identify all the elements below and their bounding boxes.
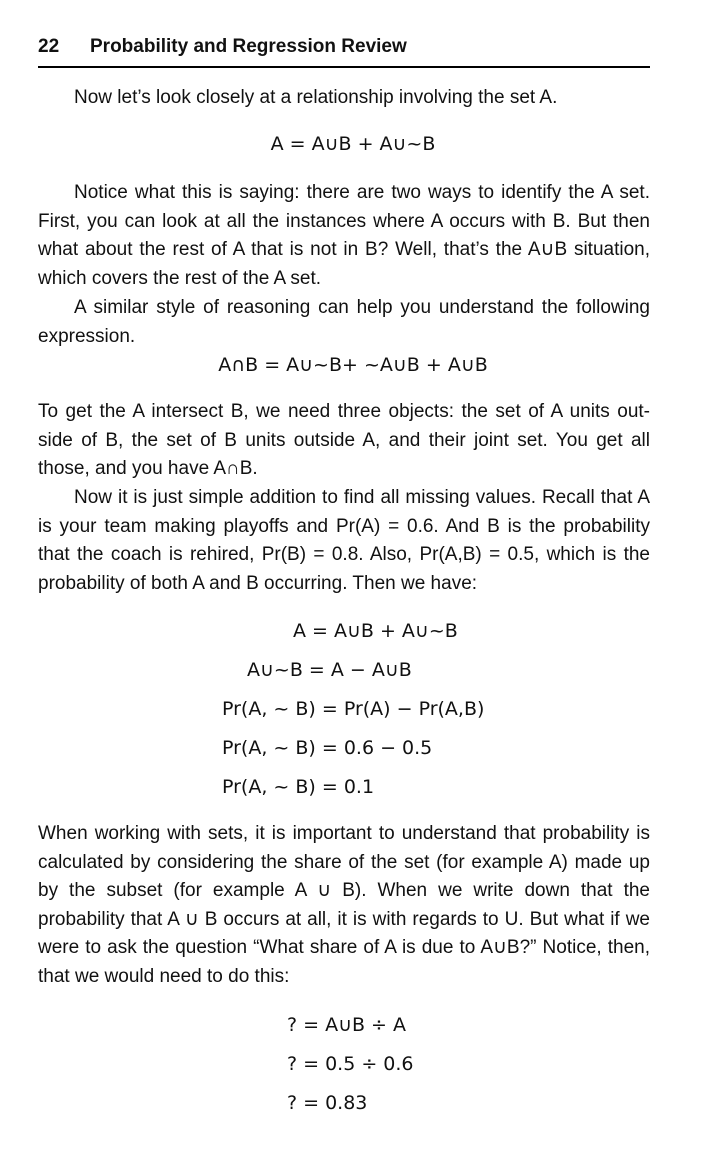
equation-step-2: A∪~B = A − A∪B <box>247 659 412 681</box>
equation-step-4: Pr(A, ~ B) = 0.6 − 0.5 <box>222 737 433 759</box>
equation-share-1: ? = A∪B ÷ A <box>287 1014 407 1036</box>
running-title: Probability and Regression Review <box>90 36 407 57</box>
equation-intersection: A∩B = A∪~B+ ~A∪B + A∪B <box>218 354 488 376</box>
equation-step-1: A = A∪B + A∪~B <box>293 620 458 642</box>
equation-share-2: ? = 0.5 ÷ 0.6 <box>287 1053 414 1075</box>
paragraph-notice: Notice what this is saying: there are two ways to identify the A set. First, you can look at all the instances where A occurs with B. But then what about the rest of A that is not in B? Well, that’s the A∪B situation, which covers the rest of the A set. <box>38 182 650 289</box>
paragraph-addition: Now it is just simple addition to find all missing values. Recall that A is your team making playoffs and Pr(A) = 0.6. And B is the probability that the coach is rehired, Pr(B) = 0.8. Also, Pr(A,B) = 0.5, which is the probability of both A and B occurring. Then we have: <box>38 487 650 594</box>
equation-step-5: Pr(A, ~ B) = 0.1 <box>222 776 375 798</box>
paragraph-sets: When working with sets, it is important to understand that probability is calculated by considering the share of the set (for example A) made up by the subset (for example A ∪ B). When we write down that the probability that A ∪ B occurs at all, it is with regards to U. But what if we were to ask the question “What share of A is due to A∪B?” Notice, then, that we would need to do this: <box>38 823 650 987</box>
paragraph-intro: Now let’s look closely at a relationship involving the set A. <box>74 87 558 108</box>
paragraph-intersect: To get the A intersect B, we need three objects: the set of A units out-side of B, the set of B units outside A, and their joint set. You get all those, and you have A∩B. <box>38 401 650 480</box>
equation-step-3: Pr(A, ~ B) = Pr(A) − Pr(A,B) <box>222 698 485 720</box>
equation-set-a: A = A∪B + A∪~B <box>270 133 436 155</box>
page-number: 22 <box>38 36 60 57</box>
equation-share-3: ? = 0.83 <box>287 1092 368 1114</box>
running-header <box>38 36 650 68</box>
paragraph-similar: A similar style of reasoning can help you understand the following expression. <box>38 297 650 347</box>
